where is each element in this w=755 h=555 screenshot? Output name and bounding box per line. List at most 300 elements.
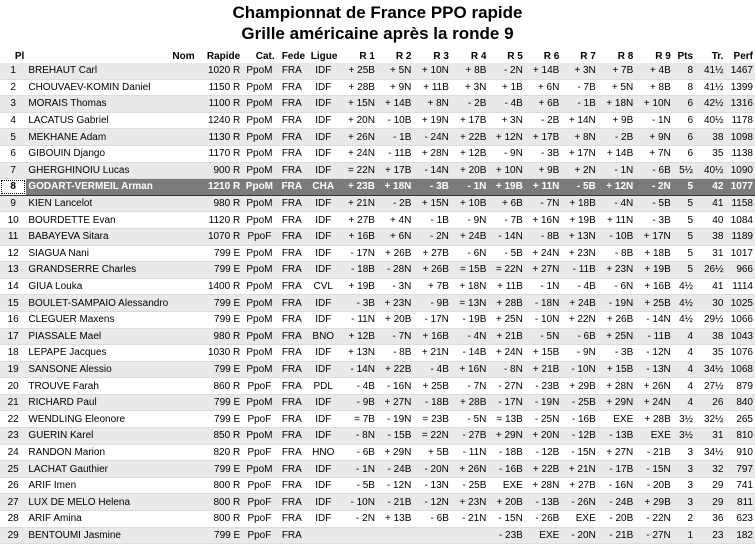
cell-name: SIAGUA Nani [26, 245, 196, 262]
cell-performance: 811 [725, 494, 755, 511]
cell-round-4: - 4N [451, 328, 488, 345]
cell-name: MORAIS Thomas [26, 96, 196, 113]
cell-points: 6 [673, 145, 695, 162]
cell-round-5: - 27N [488, 378, 524, 395]
table-row [0, 461, 755, 478]
cell-cat: PpoF [242, 444, 276, 461]
cell-place: 13 [0, 262, 26, 279]
cell-place: 3 [0, 96, 26, 113]
cell-points: 4½ [673, 311, 695, 328]
cell-rating: 799 E [197, 361, 243, 378]
cell-tiebreak: 35 [695, 345, 725, 362]
cell-place: 14 [0, 278, 26, 295]
cell-rating: 800 R [197, 494, 243, 511]
header-r3: R 3 [433, 50, 449, 62]
cell-round-8: + 28N [598, 378, 635, 395]
cell-round-4: + 17B [451, 112, 488, 129]
cell-ligue: IDF [307, 63, 339, 79]
cell-cat: PpoM [242, 245, 276, 262]
table-row [0, 179, 755, 196]
cell-cat: PpoM [242, 394, 276, 411]
cell-name: GUERIN Karel [26, 428, 196, 445]
cell-tiebreak: 32 [695, 461, 725, 478]
cell-points: 4 [673, 378, 695, 395]
cell-rating: 799 E [197, 461, 243, 478]
cell-name: BOULET-SAMPAIO Alessandro [26, 295, 196, 312]
cell-performance: 1098 [725, 129, 755, 146]
cell-round-8: + 11N [598, 212, 635, 229]
cell-name: CHOUVAEV-KOMIN Daniel [26, 79, 196, 96]
cell-round-4: - 7N [451, 378, 488, 395]
cell-ligue: BNO [307, 328, 339, 345]
cell-round-3: - 1B [413, 212, 450, 229]
cell-round-1: + 12B [339, 328, 376, 345]
cell-rating: 800 R [197, 477, 243, 494]
cell-ligue: IDF [307, 494, 339, 511]
cell-performance: 1114 [725, 278, 755, 295]
cell-fede: FRA [277, 511, 307, 528]
cell-round-4: = 13N [451, 295, 488, 312]
cell-performance: 879 [725, 378, 755, 395]
cell-round-9: - 15N [635, 461, 672, 478]
table-row [0, 394, 755, 411]
cell-performance: 1076 [725, 345, 755, 362]
table-row [0, 262, 755, 279]
cell-place: 7 [0, 162, 26, 179]
cell-round-5: + 12N [488, 129, 524, 146]
cell-name: WENDLING Eleonore [26, 411, 196, 428]
cell-ligue: IDF [307, 212, 339, 229]
cell-name: GHERGHINOIU Lucas [26, 162, 196, 179]
cell-tiebreak: 40½ [695, 112, 725, 129]
cell-round-9: + 29B [635, 494, 672, 511]
cell-round-7: - 16B [561, 411, 597, 428]
cell-place: 10 [0, 212, 26, 229]
cell-fede: FRA [277, 428, 307, 445]
cell-round-3: - 9B [413, 295, 450, 312]
table-row [0, 527, 755, 544]
header-r2: R 2 [395, 50, 412, 62]
cell-round-8: - 21B [598, 527, 635, 544]
cell-tiebreak: 40½ [695, 162, 725, 179]
cell-name: BENTOUMI Jasmine [26, 527, 196, 544]
cell-round-9: - 12N [635, 345, 672, 362]
cell-round-4: + 3N [451, 79, 488, 96]
cell-round-7: + 3N [561, 63, 597, 79]
cell-round-7: + 2N [561, 162, 597, 179]
cell-tiebreak: 38 [695, 129, 725, 146]
cell-rating: 980 R [197, 195, 243, 212]
cell-ligue: HNO [307, 444, 339, 461]
table-row [0, 328, 755, 345]
cell-cat: PpoF [242, 411, 276, 428]
cell-round-1: - 9B [339, 394, 376, 411]
cell-round-3: - 14N [413, 162, 450, 179]
cell-points: 4 [673, 361, 695, 378]
cell-tiebreak: 34½ [695, 361, 725, 378]
cell-round-5: + 20B [488, 494, 524, 511]
cell-ligue: IDF [307, 245, 339, 262]
cell-round-3: - 24N [413, 129, 450, 146]
cell-tiebreak: 29 [695, 477, 725, 494]
table-row [0, 494, 755, 511]
cell-round-6: + 15B [525, 345, 561, 362]
cell-ligue [307, 527, 339, 544]
cell-round-7: + 27B [561, 477, 597, 494]
cell-cat: PpoM [242, 345, 276, 362]
cell-rating: 800 R [197, 511, 243, 528]
cell-ligue: IDF [307, 79, 339, 96]
cell-round-6: - 12B [525, 444, 561, 461]
cell-points: 6 [673, 96, 695, 113]
cell-round-5: - 16B [488, 461, 524, 478]
cell-name: GIBOUIN Django [26, 145, 196, 162]
table-row [0, 63, 755, 79]
cell-performance: 1158 [725, 195, 755, 212]
cell-tiebreak: 27½ [695, 378, 725, 395]
cell-rating: 799 E [197, 527, 243, 544]
cell-round-7: + 29B [561, 378, 597, 395]
cell-ligue: IDF [307, 295, 339, 312]
cell-ligue: IDF [307, 394, 339, 411]
cell-round-9: + 28B [635, 411, 672, 428]
header-fede: Fede [281, 50, 306, 62]
cell-round-7: - 15N [561, 444, 597, 461]
cell-cat: PpoM [242, 96, 276, 113]
cell-points: 8 [673, 63, 695, 79]
cell-performance: 910 [725, 444, 755, 461]
cell-round-8: + 9B [598, 112, 635, 129]
cell-round-3: = 22N [413, 428, 450, 445]
cell-round-5: - 23B [488, 527, 524, 544]
cell-round-2: - 1B [377, 129, 413, 146]
cell-points: 5 [673, 228, 695, 245]
cell-round-3: + 28N [413, 145, 450, 162]
cell-round-5: + 1B [488, 79, 524, 96]
cell-rating: 1130 R [197, 129, 243, 146]
cell-rating: 1020 R [197, 63, 243, 79]
cell-round-4: + 16N [451, 361, 488, 378]
cell-round-2: - 8B [377, 345, 413, 362]
cell-round-6: + 28N [525, 477, 561, 494]
cell-round-5: - 15N [488, 511, 524, 528]
cell-round-3 [413, 527, 450, 544]
cell-round-4 [451, 527, 488, 544]
cell-round-1: + 15N [339, 96, 376, 113]
cell-round-7: - 9N [561, 345, 597, 362]
cell-rating: 1150 R [197, 79, 243, 96]
cell-fede: FRA [277, 378, 307, 395]
cell-round-1: - 10N [339, 494, 376, 511]
cell-round-8: + 27N [598, 444, 635, 461]
cell-round-1: + 28B [339, 79, 376, 96]
cell-round-2: - 28N [377, 262, 413, 279]
cell-round-6: + 27N [525, 262, 561, 279]
cell-round-9: - 6B [635, 162, 672, 179]
cell-ligue: IDF [307, 262, 339, 279]
cell-round-2: + 5N [377, 63, 413, 79]
cell-fede: FRA [277, 477, 307, 494]
cell-points: 8 [673, 79, 695, 96]
cell-round-9: - 14N [635, 311, 672, 328]
table-row [0, 145, 755, 162]
cell-round-4: - 5N [451, 411, 488, 428]
cell-points: 5 [673, 262, 695, 279]
cell-performance: 1077 [725, 179, 755, 196]
cell-round-5: - 9N [488, 145, 524, 162]
cell-round-5: - 14N [488, 228, 524, 245]
cell-round-3: = 23B [413, 411, 450, 428]
cell-tiebreak: 30 [695, 295, 725, 312]
cell-round-9: + 19B [635, 262, 672, 279]
cell-round-2: + 9N [377, 79, 413, 96]
cell-round-3: + 8N [413, 96, 450, 113]
cell-round-8: - 1N [598, 162, 635, 179]
cell-cat: PpoM [242, 361, 276, 378]
cell-round-8: + 26B [598, 311, 635, 328]
cell-round-3: - 13N [413, 477, 450, 494]
cell-name: GIUA Louka [26, 278, 196, 295]
table-row [0, 411, 755, 428]
cell-round-3: + 10N [413, 63, 450, 79]
cell-round-5: EXE [488, 477, 524, 494]
cell-round-8: + 23N [598, 262, 635, 279]
cell-name: CLEGUER Maxens [26, 311, 196, 328]
cell-cat: PpoM [242, 112, 276, 129]
cell-round-7: + 8N [561, 129, 597, 146]
header-r9: R 9 [655, 50, 671, 62]
cell-points: 4 [673, 328, 695, 345]
cell-round-2: + 27N [377, 394, 413, 411]
cell-cat: PpoM [242, 195, 276, 212]
cell-round-6: EXE [525, 527, 561, 544]
cell-performance: 797 [725, 461, 755, 478]
cell-cat: PpoF [242, 477, 276, 494]
cell-points: 4½ [673, 295, 695, 312]
cell-round-1: + 23B [339, 179, 376, 196]
cell-place: 25 [0, 461, 26, 478]
cell-fede: FRA [277, 411, 307, 428]
cell-fede: FRA [277, 262, 307, 279]
cell-cat: PpoF [242, 228, 276, 245]
header-r5: R 5 [507, 50, 523, 62]
cell-name: GRANDSERRE Charles [26, 262, 196, 279]
cell-performance: 840 [725, 394, 755, 411]
cell-round-5: + 19B [488, 179, 524, 196]
cell-tiebreak: 31 [695, 428, 725, 445]
cell-fede: FRA [277, 162, 307, 179]
cell-round-7: + 21N [561, 461, 597, 478]
cell-round-4: = 15B [451, 262, 488, 279]
cell-fede: FRA [277, 311, 307, 328]
cell-place: 16 [0, 311, 26, 328]
cell-name: LACATUS Gabriel [26, 112, 196, 129]
cell-round-1: + 26N [339, 129, 376, 146]
table-row [0, 295, 755, 312]
cell-round-8: + 29N [598, 394, 635, 411]
cell-place: 26 [0, 477, 26, 494]
cell-round-8: + 5N [598, 79, 635, 96]
cell-round-1: - 17N [339, 245, 376, 262]
cell-round-1: = 7B [339, 411, 376, 428]
table-row [0, 162, 755, 179]
cell-name: ARIF Amina [26, 511, 196, 528]
cell-rating: 1100 R [197, 96, 243, 113]
cell-round-2: + 14B [377, 96, 413, 113]
cell-round-4: - 19B [451, 311, 488, 328]
cell-rating: 850 R [197, 428, 243, 445]
cell-fede: FRA [277, 394, 307, 411]
cell-name: GODART-VERMEIL Arman [26, 179, 196, 196]
cell-rating: 799 E [197, 394, 243, 411]
cell-tiebreak: 41 [695, 195, 725, 212]
cell-name: RANDON Marion [26, 444, 196, 461]
cell-round-3: - 4B [413, 361, 450, 378]
cell-round-8: - 17B [598, 461, 635, 478]
cell-rating: 799 E [197, 262, 243, 279]
cell-round-5: - 4B [488, 96, 524, 113]
cell-points: 5 [673, 195, 695, 212]
cell-round-9: + 16B [635, 278, 672, 295]
cell-ligue: PDL [307, 378, 339, 395]
table-row [0, 195, 755, 212]
cell-fede: FRA [277, 295, 307, 312]
cell-rating: 1210 R [197, 179, 243, 196]
cell-round-6: + 9B [525, 162, 561, 179]
cell-round-1: - 5B [339, 477, 376, 494]
cell-ligue: IDF [307, 112, 339, 129]
cell-round-3: - 3B [413, 179, 450, 196]
cell-points: 2 [673, 511, 695, 528]
cell-round-7: - 1B [561, 96, 597, 113]
cell-round-2: + 6N [377, 228, 413, 245]
cell-round-3: - 20N [413, 461, 450, 478]
cell-round-3: + 16B [413, 328, 450, 345]
table-row [0, 311, 755, 328]
cell-ligue: IDF [307, 461, 339, 478]
cell-round-4: + 8B [451, 63, 488, 79]
header-tr: Tr. [711, 50, 724, 62]
cell-fede: FRA [277, 494, 307, 511]
cell-points: 4 [673, 394, 695, 411]
cell-fede: FRA [277, 179, 307, 196]
cell-cat: PpoM [242, 295, 276, 312]
table-row [0, 245, 755, 262]
cell-round-8: + 25N [598, 328, 635, 345]
header-r4: R 4 [470, 50, 487, 62]
cell-round-4: - 6N [451, 245, 488, 262]
cell-round-8: + 7B [598, 63, 635, 79]
cell-round-4: + 18N [451, 278, 488, 295]
cell-round-1: + 27B [339, 212, 376, 229]
cell-round-6: - 26B [525, 511, 561, 528]
cell-round-7: - 4B [561, 278, 597, 295]
cell-round-6: - 18N [525, 295, 561, 312]
cell-round-1: + 13N [339, 345, 376, 362]
cell-tiebreak: 31 [695, 245, 725, 262]
cell-rating: 1030 R [197, 345, 243, 362]
cell-round-2: + 20B [377, 311, 413, 328]
cell-round-1: - 14N [339, 361, 376, 378]
cell-round-3: + 21N [413, 345, 450, 362]
cell-ligue: IDF [307, 477, 339, 494]
cell-rating: 900 R [197, 162, 243, 179]
cell-round-5: + 21B [488, 328, 524, 345]
cell-performance: 966 [725, 262, 755, 279]
cell-cat: PpoM [242, 278, 276, 295]
cell-round-4: - 21N [451, 511, 488, 528]
cell-round-9: - 5B [635, 195, 672, 212]
cell-round-4: - 9N [451, 212, 488, 229]
cell-round-9: + 9N [635, 129, 672, 146]
cell-round-5: - 5B [488, 245, 524, 262]
cell-cat: PpoM [242, 311, 276, 328]
cell-round-1: + 25B [339, 63, 376, 79]
cell-ligue: IDF [307, 129, 339, 146]
cell-rating: 1400 R [197, 278, 243, 295]
cell-round-2: - 11B [377, 145, 413, 162]
cell-place: 24 [0, 444, 26, 461]
cell-fede: FRA [277, 328, 307, 345]
cell-round-6: - 23B [525, 378, 561, 395]
cell-tiebreak: 29 [695, 494, 725, 511]
cell-round-3: - 6B [413, 511, 450, 528]
cell-place: 1 [0, 63, 26, 79]
cell-round-8: - 3B [598, 345, 635, 362]
cell-round-3: + 26B [413, 262, 450, 279]
cell-tiebreak: 35 [695, 145, 725, 162]
cell-points: 1 [673, 527, 695, 544]
header-r8: R 8 [617, 50, 634, 62]
cell-round-6: - 5N [525, 328, 561, 345]
cell-round-3: + 15N [413, 195, 450, 212]
header-r1: R 1 [359, 50, 375, 62]
cell-ligue: IDF [307, 511, 339, 528]
cell-performance: 1178 [725, 112, 755, 129]
cell-place: 15 [0, 295, 26, 312]
cell-fede: FRA [277, 96, 307, 113]
cell-round-6: - 10N [525, 311, 561, 328]
cell-name: BOURDETTE Evan [26, 212, 196, 229]
cell-round-4: + 24B [451, 228, 488, 245]
cell-fede: FRA [277, 361, 307, 378]
cell-performance: 810 [725, 428, 755, 445]
cell-rating: 1240 R [197, 112, 243, 129]
cell-round-9: - 2N [635, 179, 672, 196]
cell-round-1: - 6B [339, 444, 376, 461]
cell-points: 3 [673, 461, 695, 478]
cell-place: 27 [0, 494, 26, 511]
cell-round-2: - 7N [377, 328, 413, 345]
cell-tiebreak: 41 [695, 278, 725, 295]
cell-rating: 1120 R [197, 212, 243, 229]
cell-fede: FRA [277, 527, 307, 544]
cell-round-6: + 22B [525, 461, 561, 478]
cell-fede: FRA [277, 63, 307, 79]
cell-fede: FRA [277, 195, 307, 212]
cell-round-7: + 24B [561, 295, 597, 312]
cell-performance: 1138 [725, 145, 755, 162]
cell-round-3: + 7B [413, 278, 450, 295]
cell-round-2: - 12N [377, 477, 413, 494]
cell-tiebreak: 40 [695, 212, 725, 229]
cell-round-8: - 6N [598, 278, 635, 295]
cell-rating: 799 E [197, 295, 243, 312]
cell-tiebreak: 41½ [695, 79, 725, 96]
cell-round-4: - 1N [451, 179, 488, 196]
cell-place: 9 [0, 195, 26, 212]
cell-round-2 [377, 527, 413, 544]
